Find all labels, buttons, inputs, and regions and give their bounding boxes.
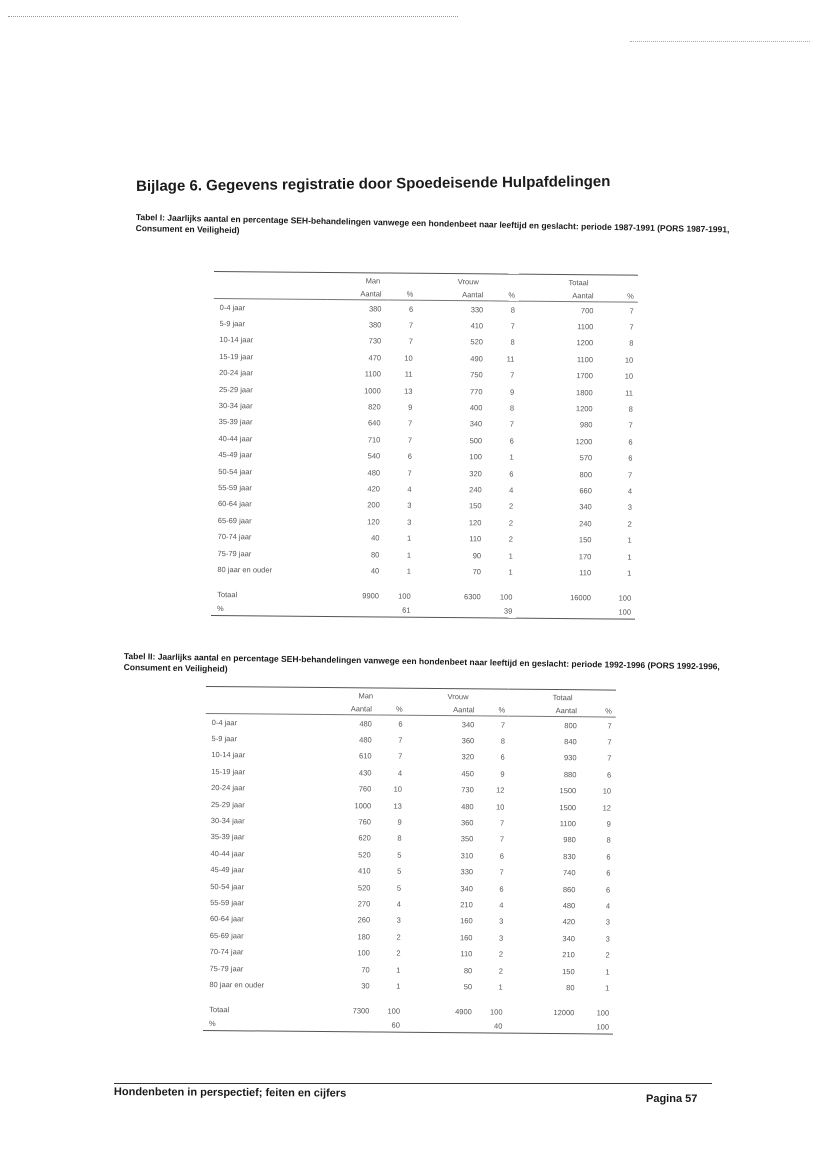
table-cell: 50 [463, 982, 473, 992]
page-number: Pagina 57 [646, 1093, 698, 1105]
table-cell: 660 [579, 486, 592, 496]
table-cell: 840 [564, 737, 577, 747]
table-cell: 150 [562, 966, 575, 976]
table-cell: 6 [499, 884, 504, 894]
table-cell: 11 [625, 388, 633, 398]
table-cell: 1 [509, 452, 514, 462]
table-cell: 7 [607, 737, 612, 747]
table-cell: 800 [579, 469, 593, 479]
table-cell: 8 [628, 404, 633, 414]
table-cell: 500 [469, 436, 483, 446]
table-cell: 830 [563, 851, 576, 862]
table-cell: 6 [628, 437, 633, 447]
table-cell: 200 [367, 500, 380, 510]
table-cell: 80 jaar en ouder [209, 979, 265, 990]
table-cell: 10-14 jaar [219, 335, 254, 345]
table-cell: 8 [510, 305, 515, 315]
table-cell: 480 [367, 467, 381, 478]
table-cell: 340 [461, 719, 475, 730]
table-cell: 4 [397, 768, 403, 778]
table-cell: 1700 [576, 371, 593, 381]
table-cell: 340 [469, 419, 483, 429]
table-cell: 620 [358, 833, 371, 843]
table-cell: 5-9 jaar [219, 319, 246, 329]
table-cell: 9 [408, 402, 413, 412]
table-cell: 55-59 jaar [210, 898, 244, 908]
table1-sub-aantal: Aantal [417, 288, 489, 301]
table-cell: 610 [359, 751, 372, 761]
table-cell: 45-49 jaar [210, 865, 245, 875]
table-cell: 260 [357, 915, 371, 925]
table-cell: 410 [470, 321, 484, 331]
table-cell: 0-4 jaar [211, 717, 238, 727]
table-cell: 11 [404, 369, 413, 379]
table-cell: 1500 [559, 802, 577, 812]
table-cell: 75-79 jaar [209, 963, 244, 973]
table-cell: 340 [562, 933, 576, 943]
table1-percent-row: % 61 39 100 [211, 602, 635, 619]
scan-dotted-line [8, 16, 458, 17]
table-cell: 880 [563, 769, 577, 780]
table-cell: 330 [470, 304, 484, 315]
table-cell: 1 [605, 983, 610, 993]
table-cell: 4 [396, 899, 402, 909]
table-cell: 1100 [577, 322, 594, 332]
table-cell: 2 [396, 932, 401, 942]
table-cell: 1 [498, 982, 503, 992]
table-cell: 6 [606, 852, 611, 862]
table-cell: 1 [406, 566, 411, 576]
table-cell: 13 [393, 801, 402, 811]
table-cell: 7 [499, 834, 505, 845]
table-cell: 6 [607, 770, 612, 780]
table-cell: 7 [499, 867, 504, 877]
table-cell: 80 [370, 549, 380, 560]
table-cell: 6 [606, 868, 611, 878]
table-cell: 3 [407, 517, 412, 527]
table2-total-row: Totaal 7300 100 4900 100 12000 100 [209, 1005, 610, 1018]
table-cell: 4 [499, 900, 504, 910]
table-cell: 450 [461, 769, 474, 779]
table-cell: 480 [562, 901, 576, 911]
table-cell: 65-69 jaar [209, 930, 244, 941]
table-cell: 0-4 jaar [219, 302, 246, 312]
table-cell: 1500 [559, 786, 577, 796]
table-cell: 980 [579, 420, 593, 430]
table-cell: 1200 [576, 338, 594, 348]
table-cell: 740 [562, 868, 576, 878]
page-heading: Bijlage 6. Gegevens registratie door Spoedeisende Hulpafdelingen [136, 173, 611, 195]
table-cell: 35-39 jaar [210, 832, 245, 842]
table-cell: 7 [500, 720, 506, 730]
table-cell: 1 [627, 535, 632, 545]
table-cell: 770 [469, 386, 483, 396]
table-cell: 730 [368, 336, 382, 346]
table-cell: 150 [578, 535, 592, 545]
table-cell: 7 [629, 306, 634, 316]
table-cell: 2 [627, 519, 632, 529]
table-cell: 80 jaar en ouder [217, 564, 273, 575]
table-cell: 9 [509, 387, 515, 397]
table-cell: 7 [407, 468, 412, 478]
table-cell: 40-44 jaar [210, 848, 245, 859]
table-cell: 12 [496, 785, 505, 795]
table-cell: 760 [358, 817, 372, 827]
table-cell: 340 [579, 502, 592, 512]
table-cell: 310 [460, 851, 474, 861]
table-cell: 8 [397, 834, 402, 844]
table1 [211, 271, 638, 619]
table-cell: 160 [459, 932, 473, 943]
table-cell: 1000 [354, 800, 372, 811]
table-cell: 40 [370, 566, 380, 576]
table-cell: 80 [566, 983, 575, 993]
table-cell: 540 [367, 451, 381, 461]
table-cell: 3 [499, 916, 504, 926]
table-cell: 10 [624, 371, 634, 381]
table-cell: 30-34 jaar [210, 816, 245, 826]
table-cell: 10 [602, 786, 612, 796]
table-cell: 40 [371, 533, 380, 543]
table-cell: 8 [509, 403, 515, 413]
table-cell: 340 [460, 883, 473, 893]
table-cell: 7 [407, 419, 413, 429]
table-cell: 3 [605, 934, 610, 944]
table-cell: 1 [406, 533, 412, 543]
table-cell: 1000 [364, 385, 381, 396]
table-cell: 70 [361, 964, 370, 974]
table-cell: 170 [578, 551, 592, 561]
table1-group-man: Man [328, 272, 417, 287]
table-cell: 3 [498, 933, 504, 943]
table-cell: 10 [393, 784, 403, 794]
table-cell: 6 [408, 304, 414, 314]
table-cell: 980 [563, 835, 576, 845]
table-cell: 430 [358, 768, 372, 778]
table-cell: 760 [358, 784, 372, 794]
table-cell: 7 [510, 321, 515, 331]
table-cell: 9 [397, 817, 402, 827]
table2-group-vrouw: Vrouw [407, 688, 510, 703]
table1-caption: Tabel I: Jaarlijks aantal en percentage SEH-behandelingen vanwege een hondenbeet naar leeftijd en geslacht: periode 1987-1991 (PORS 1987-1991, Consument en Veiligheid) [135, 212, 730, 236]
table-cell: 60-64 jaar [217, 499, 252, 509]
table-cell: 6 [398, 719, 403, 729]
table-cell: 11 [506, 354, 515, 364]
table-cell: 30-34 jaar [218, 401, 253, 411]
table1-sub-pct: % [600, 289, 638, 302]
table1-sub-aantal: Aantal [519, 289, 600, 302]
table-cell: 7 [607, 721, 612, 731]
table-cell: 7 [408, 337, 413, 347]
table-cell: 360 [461, 736, 475, 746]
table-cell: 45-49 jaar [218, 450, 253, 460]
table-cell: 10 [404, 353, 413, 363]
footer-title: Hondenbeten in perspectief; feiten en cijfers [113, 1086, 347, 1100]
table-cell: 6 [499, 851, 504, 861]
table1-group-totaal: Totaal [519, 274, 638, 290]
table-cell: 380 [368, 304, 382, 314]
table-cell: 930 [563, 753, 577, 763]
table-cell: 100 [357, 948, 370, 958]
table-cell: 1 [396, 981, 401, 991]
table-cell: 5 [397, 850, 402, 860]
table-cell: 65-69 jaar [217, 515, 252, 526]
table-cell: 6 [509, 469, 514, 479]
table-cell: 820 [368, 402, 381, 412]
table-cell: 410 [358, 866, 371, 876]
table-cell: 210 [562, 950, 575, 960]
table-cell: 480 [461, 801, 474, 811]
table-cell: 330 [460, 867, 474, 877]
table-cell: 7 [628, 421, 633, 431]
table-cell: 1100 [559, 819, 577, 829]
table-cell: 7 [509, 420, 514, 430]
table-cell: 7 [607, 753, 612, 764]
table-cell: 7 [510, 370, 515, 380]
table-cell: 8 [500, 736, 505, 746]
table-cell: 50-54 jaar [218, 466, 253, 476]
table-cell: 8 [510, 338, 515, 348]
table-cell: 750 [470, 370, 483, 380]
table-cell: 5 [397, 866, 402, 876]
table-cell: 520 [470, 337, 484, 347]
table-cell: 4 [407, 484, 412, 494]
table-cell: 120 [367, 517, 380, 527]
table2-sub-pct: % [378, 703, 407, 716]
table-cell: 75-79 jaar [217, 548, 252, 558]
table-cell: 110 [579, 568, 592, 578]
table-cell: 490 [470, 354, 483, 364]
table-cell: 1200 [575, 404, 593, 414]
table-cell: 1100 [364, 369, 381, 379]
table-cell: 240 [579, 518, 592, 529]
table-cell: 3 [627, 502, 632, 513]
table-cell: 320 [469, 468, 482, 478]
table-cell: 7 [398, 735, 403, 745]
footer-rule [114, 1083, 712, 1084]
table-cell: 480 [359, 735, 372, 745]
table-cell: 35-39 jaar [218, 417, 253, 427]
table2-sub-aantal: Aantal [509, 704, 583, 717]
table-cell: 710 [367, 435, 381, 445]
table-cell: 420 [367, 484, 380, 494]
table-cell: 5 [396, 883, 402, 893]
table-cell: 2 [605, 950, 610, 960]
table-cell: 1 [406, 550, 412, 560]
table-cell: 6 [500, 753, 505, 763]
table-cell: 15-19 jaar [219, 351, 254, 362]
table-cell: 40-44 jaar [218, 433, 253, 444]
table-cell: 20-24 jaar [219, 368, 253, 378]
table-cell: 60-64 jaar [209, 914, 244, 924]
table-cell: 2 [508, 518, 514, 528]
table-cell: 570 [579, 453, 593, 463]
table1-total-row: Totaal 9900 100 6300 100 16000 100 [217, 590, 632, 603]
table-cell: 55-59 jaar [218, 483, 252, 493]
table-cell: 270 [357, 899, 371, 909]
table2-percent-row: % 60 40 100 [203, 1017, 613, 1034]
table2-sub-aantal: Aantal [325, 702, 378, 715]
table-cell: 120 [468, 517, 482, 528]
table-cell: 80 [463, 965, 473, 975]
table-cell: 3 [407, 501, 412, 511]
table-cell: 150 [468, 501, 482, 511]
scan-dotted-line-right [630, 41, 810, 42]
table-cell: 4 [627, 486, 633, 496]
table-cell: 70-74 jaar [217, 532, 252, 542]
table-cell: 100 [469, 452, 483, 462]
table-cell: 360 [460, 818, 474, 828]
table-cell: 10 [624, 355, 634, 365]
table-cell: 110 [469, 534, 482, 544]
table-cell: 10 [495, 802, 505, 812]
table-cell: 860 [562, 884, 576, 894]
table-cell: 180 [357, 932, 371, 942]
table-cell: 3 [396, 916, 401, 926]
table-cell: 110 [460, 949, 473, 959]
table-cell: 420 [562, 917, 576, 927]
table-cell: 6 [628, 453, 633, 463]
table-cell: 20-24 jaar [211, 783, 245, 793]
table2-group-totaal: Totaal [509, 689, 616, 704]
table-cell: 25-29 jaar [218, 384, 253, 394]
table-cell: 1 [508, 567, 513, 577]
table-cell: 9 [500, 769, 505, 779]
table-cell: 640 [367, 418, 381, 428]
table2-sub-aantal: Aantal [407, 703, 481, 716]
table-cell: 4 [509, 485, 514, 495]
table-cell: 240 [469, 485, 482, 495]
table-cell: 400 [469, 403, 483, 413]
table-cell: 70 [472, 567, 482, 577]
table-cell: 320 [461, 752, 475, 762]
table-cell: 10-14 jaar [211, 750, 246, 760]
table-cell: 700 [580, 305, 594, 316]
table-cell: 470 [368, 353, 382, 363]
table-cell: 13 [404, 386, 413, 396]
table-cell: 520 [358, 850, 371, 860]
table-cell: 730 [461, 785, 474, 795]
table-cell: 4 [605, 901, 611, 911]
table-cell: 160 [460, 916, 473, 926]
table-cell: 6 [509, 436, 514, 446]
table-cell: 6 [606, 885, 611, 895]
table-cell: 380 [368, 320, 382, 330]
table-cell: 210 [460, 900, 473, 910]
table-cell: 2 [498, 966, 503, 976]
table-cell: 520 [357, 882, 371, 893]
table1-sub-pct: % [388, 288, 418, 301]
table2 [203, 686, 616, 1034]
table-cell: 1800 [576, 387, 593, 397]
table-cell: 8 [606, 835, 611, 845]
table-cell: 12 [602, 803, 611, 813]
table-cell: 7 [629, 322, 634, 332]
table-cell: 15-19 jaar [211, 766, 246, 777]
table-cell: 70-74 jaar [209, 947, 244, 957]
table-cell: 480 [359, 719, 372, 729]
table-cell: 350 [460, 834, 474, 844]
table-cell: 2 [508, 534, 513, 544]
table-cell: 30 [361, 981, 370, 991]
table1-sub-pct: % [489, 288, 519, 301]
table1-group-vrouw: Vrouw [417, 273, 519, 288]
table-cell: 1 [605, 967, 610, 977]
table-cell: 7 [628, 470, 633, 480]
table-cell: 25-29 jaar [210, 799, 245, 809]
table-cell: 5-9 jaar [211, 734, 238, 744]
table2-sub-pct: % [480, 703, 509, 716]
table2-group-man: Man [325, 688, 407, 703]
table-cell: 1 [627, 568, 632, 578]
table-cell: 9 [606, 819, 611, 829]
table-cell: 2 [396, 948, 401, 958]
table1-sub-aantal: Aantal [328, 287, 387, 300]
table-cell: 90 [472, 550, 482, 560]
table-cell: 1100 [576, 355, 594, 365]
table-cell: 7 [398, 752, 403, 762]
table2-sub-pct: % [583, 704, 616, 717]
table-cell: 800 [564, 720, 577, 730]
table-cell: 6 [407, 451, 412, 461]
table-cell: 1200 [575, 436, 593, 447]
table-cell: 2 [508, 501, 514, 511]
table-cell: 7 [408, 320, 414, 330]
table-cell: 1 [627, 552, 632, 562]
table-cell: 7 [499, 818, 505, 828]
table-cell: 3 [605, 917, 610, 927]
table-cell: 7 [407, 435, 413, 445]
table-cell: 1 [508, 551, 513, 561]
table2-caption: Tabel II: Jaarlijks aantal en percentage SEH-behandelingen vanwege een hondenbeet naar leeftijd en geslacht: periode 1992-1996 (PORS 1992-1996, Consument en Veiligheid) [123, 651, 720, 674]
table-cell: 2 [498, 949, 504, 959]
table-cell: 1 [396, 965, 401, 975]
table-cell: 50-54 jaar [210, 881, 245, 891]
table-cell: 8 [629, 339, 634, 349]
